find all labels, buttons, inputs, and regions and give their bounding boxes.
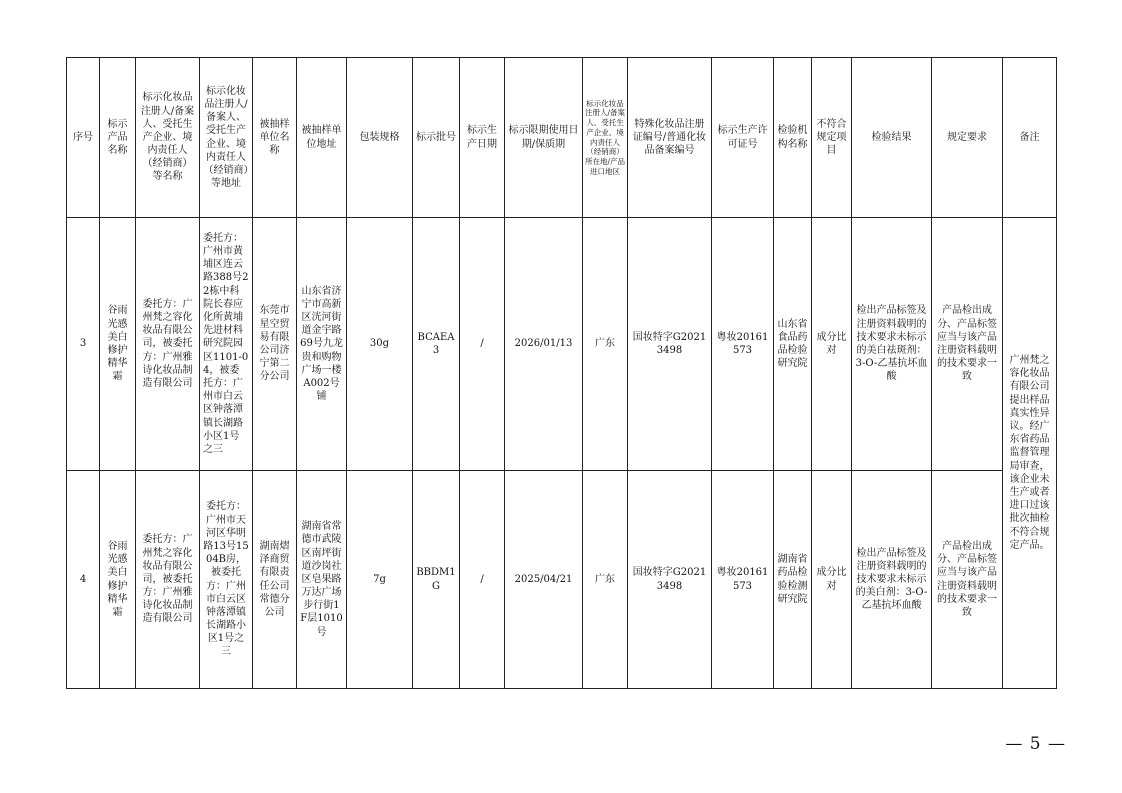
- company-name: 委托方：广州梵之容化妆品有限公司，被委托方：广州雅诗化妆品制造有限公司: [136, 471, 200, 689]
- table-header-row: [67, 58, 1057, 218]
- remark: 广州梵之容化妆品有限公司提出样品真实性异议。经广东省药品监督管理局审查，该企业未生产或者进口过该批次抽检不符合规定产品。: [1003, 218, 1057, 689]
- origin-region: 广东: [583, 471, 628, 689]
- sampled-unit-address: 湖南省常德市武陵区南坪街道沙岗社区皂果路万达广场步行街1F层1010号: [297, 471, 347, 689]
- nonconforming-item: 成分比对: [812, 218, 852, 471]
- company-name: 委托方：广州梵之容化妆品有限公司，被委托方：广州雅诗化妆品制造有限公司: [136, 218, 200, 471]
- header-cell: 备注: [1003, 58, 1057, 218]
- header-cell: 检验结果: [852, 58, 932, 218]
- header-cell: 标示生产许可证号: [712, 58, 774, 218]
- expiry-date: 2025/04/21: [505, 471, 583, 689]
- header-cell: 标示化妆品注册人/备案人、受托生产企业、境内责任人（经销商）等名称: [136, 58, 200, 218]
- header-cell: 标示产品名称: [100, 58, 136, 218]
- batch-number: BBDM1G: [413, 471, 460, 689]
- header-cell: 序号: [67, 58, 100, 218]
- header-cell: 被抽样单位名称: [253, 58, 297, 218]
- table-row: [67, 218, 1057, 471]
- production-date: /: [460, 471, 505, 689]
- sampled-unit-name: 东莞市星空贸易有限公司济宁第二分公司: [253, 218, 297, 471]
- registration-number: 国妆特字G20213498: [628, 471, 712, 689]
- header-cell: 标示化妆品注册人/备案人、受托生产企业、境内责任人（经销商）所在地/产品进口地区: [583, 58, 628, 218]
- header-cell: 检验机构名称: [774, 58, 812, 218]
- production-license: 粤妆20161573: [712, 218, 774, 471]
- header-cell: 标示限期使用日期/保质期: [505, 58, 583, 218]
- expiry-date: 2026/01/13: [505, 218, 583, 471]
- nonconforming-item: 成分比对: [812, 471, 852, 689]
- product-name: 谷雨光感美白修护精华霜: [100, 218, 136, 471]
- header-cell: 标示化妆品注册人/备案人、受托生产企业、境内责任人（经销商）等地址: [200, 58, 253, 218]
- header-cell: 包装规格: [347, 58, 413, 218]
- test-result: 检出产品标签及注册资料载明的技术要求未标示的美白剂：3-O-乙基抗坏血酸: [852, 471, 932, 689]
- production-date: /: [460, 218, 505, 471]
- company-address: 委托方：广州市天河区华明路13号1504B房，被委托方：广州市白云区钟落潭镇长湖路小区1号之三: [200, 471, 253, 689]
- batch-number: BCAEA3: [413, 218, 460, 471]
- testing-institution: 湖南省药品检验检测研究院: [774, 471, 812, 689]
- requirement: 产品检出成分、产品标签应当与该产品注册资料载明的技术要求一致: [932, 218, 1003, 471]
- header-cell: 特殊化妆品注册证编号/普通化妆品备案编号: [628, 58, 712, 218]
- package-spec: 7g: [347, 471, 413, 689]
- origin-region: 广东: [583, 218, 628, 471]
- registration-number: 国妆特字G20213498: [628, 218, 712, 471]
- sampled-unit-address: 山东省济宁市高新区洸河街道金宇路69号九龙贵和购物广场一楼A002号铺: [297, 218, 347, 471]
- row-number: 3: [67, 218, 100, 471]
- sampled-unit-name: 湖南熠泽商贸有限责任公司常德分公司: [253, 471, 297, 689]
- table-row: [67, 471, 1057, 689]
- production-license: 粤妆20161573: [712, 471, 774, 689]
- inspection-results-table: [66, 57, 1057, 689]
- row-number: 4: [67, 471, 100, 689]
- header-cell: 规定要求: [932, 58, 1003, 218]
- header-cell: 标示批号: [413, 58, 460, 218]
- header-cell: 被抽样单位地址: [297, 58, 347, 218]
- product-name: 谷雨光感美白修护精华霜: [100, 471, 136, 689]
- page-number: — 5 —: [1005, 734, 1066, 754]
- header-cell: 不符合规定项目: [812, 58, 852, 218]
- test-result: 检出产品标签及注册资料载明的技术要求未标示的美白祛斑剂：3-O-乙基抗坏血酸: [852, 218, 932, 471]
- requirement: 产品检出成分、产品标签应当与该产品注册资料载明的技术要求一致: [932, 471, 1003, 689]
- company-address: 委托方：广州市黄埔区连云路388号22栋中科院长春应化所黄埔先进材料研究院园区1101-04，被委托方：广州市白云区钟落潭镇长湖路小区1号之三: [200, 218, 253, 471]
- testing-institution: 山东省食品药品检验研究院: [774, 218, 812, 471]
- package-spec: 30g: [347, 218, 413, 471]
- header-cell: 标示生产日期: [460, 58, 505, 218]
